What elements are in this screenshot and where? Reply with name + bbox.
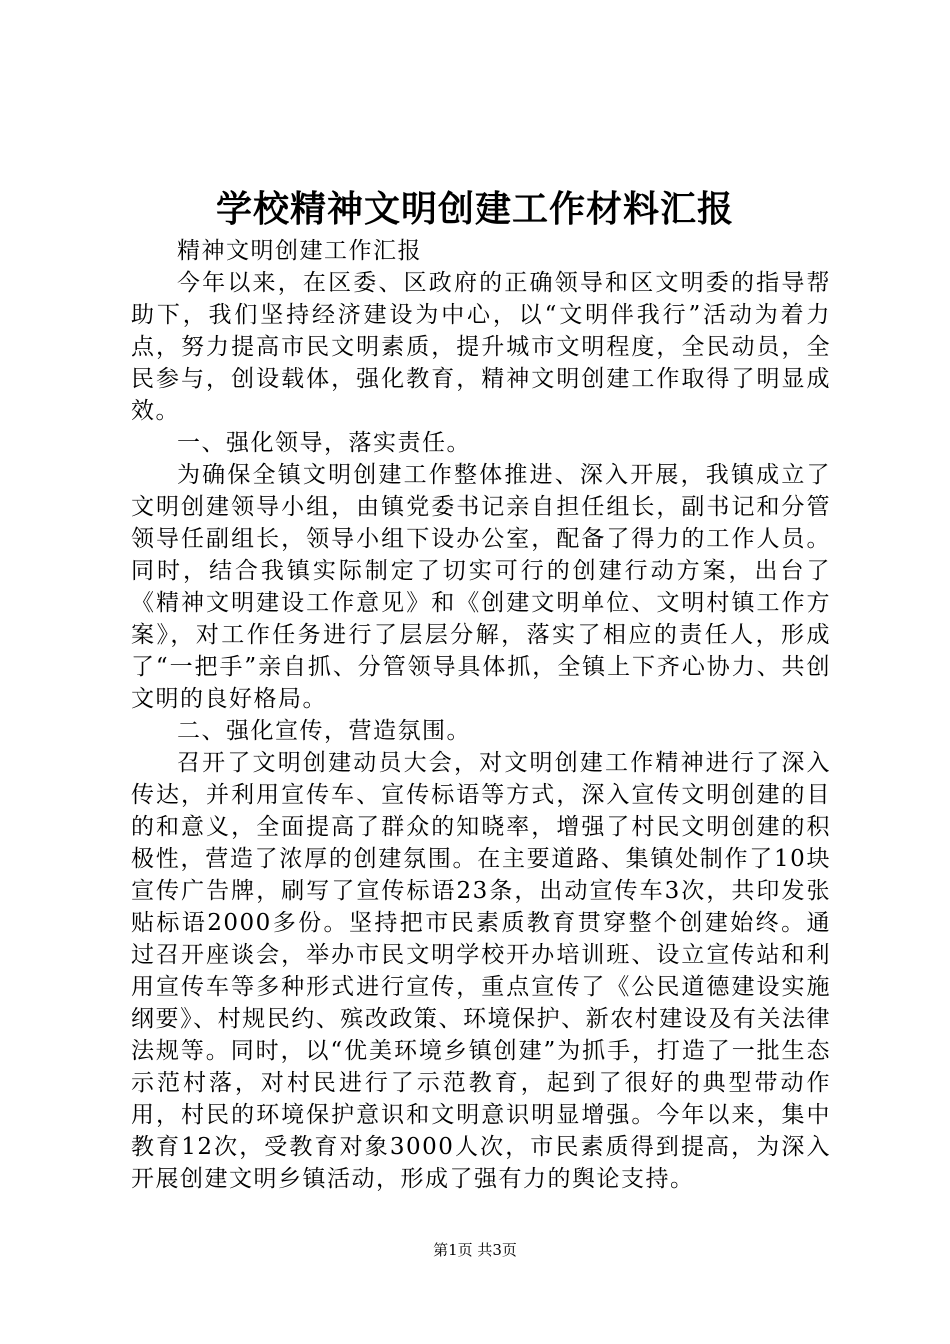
paragraph-section-2: 召开了文明创建动员大会，对文明创建工作精神进行了深入传达，并利用宣传车、宣传标语等方式，深入宣传文明创建的目的和意义，全面提高了群众的知晓率，增强了村民文明创建的积极性，营造了浓厚的创建氛围。在主要道路、集镇处制作了10块宣传广告牌，刷写了宣传标语23条，出动宣传车3次，共印发张贴标语2000多份。坚持把市民素质教育贯穿整个创建始终。通过召开座谈会，举办市民文明学校开办培训班、设立宣传站和利用宣传车等多种形式进行宣传，重点宣传了《公民道德建设实施纲要》、村规民约、殡改政策、环境保护、新农村建设及有关法律法规等。同时，以“优美环境乡镇创建”为抓手，打造了一批生态示范村落，对村民进行了示范教育，起到了很好的典型带动作用，村民的环境保护意识和文明意识明显增强。今年以来，集中教育12次，受教育对象3000人次，市民素质得到提高，为深入开展创建文明乡镇活动，形成了强有力的舆论支持。 <box>131 750 831 1192</box>
section-heading-1: 一、强化领导，落实责任。 <box>177 430 471 456</box>
paragraph-section-1: 为确保全镇文明创建工作整体推进、深入开展，我镇成立了文明创建领导小组，由镇党委书记亲自担任组长，副书记和分管领导任副组长，领导小组下设办公室，配备了得力的工作人员。同时，结合我镇实际制定了切实可行的创建行动方案，出台了《精神文明建设工作意见》和《创建文明单位、文明村镇工作方案》，对工作任务进行了层层分解，落实了相应的责任人，形成了“一把手”亲自抓、分管领导具体抓，全镇上下齐心协力、共创文明的良好格局。 <box>131 462 831 712</box>
section-heading-2: 二、强化宣传，营造氛围。 <box>177 718 471 744</box>
paragraph-subtitle: 精神文明创建工作汇报 <box>177 238 422 264</box>
paragraph-intro: 今年以来，在区委、区政府的正确领导和区文明委的指导帮助下，我们坚持经济建设为中心，以“文明伴我行”活动为着力点，努力提高市民文明素质，提升城市文明程度，全民动员，全民参与，创设载体，强化教育，精神文明创建工作取得了明显成效。 <box>131 270 831 424</box>
document-title: 学校精神文明创建工作材料汇报 <box>215 188 734 230</box>
document-body <box>131 235 831 1195</box>
page-footer: 第1页 共3页 <box>433 1241 517 1259</box>
